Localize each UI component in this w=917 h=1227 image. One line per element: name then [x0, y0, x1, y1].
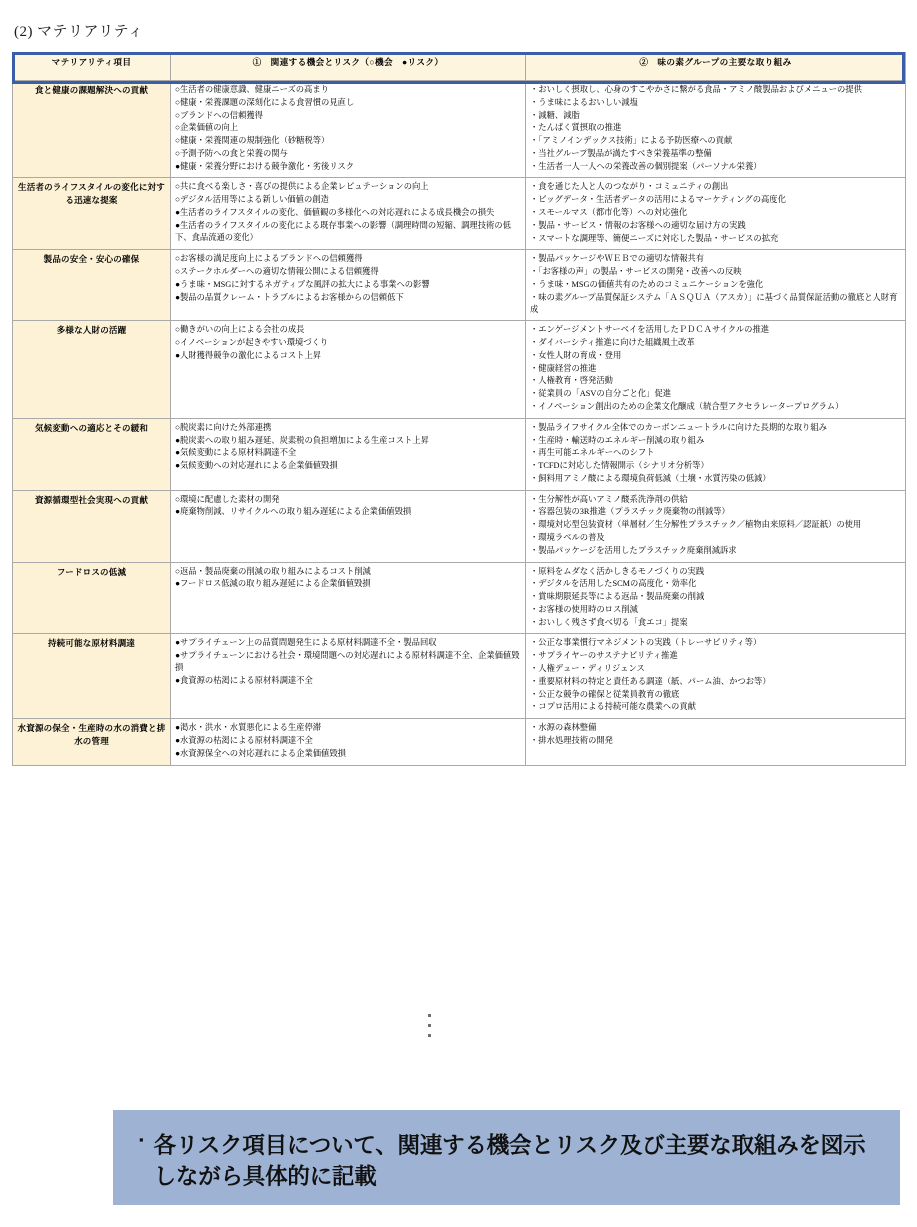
- initiatives-cell: [526, 321, 906, 418]
- materiality-table-container: [12, 52, 905, 766]
- materiality-table: [12, 52, 906, 766]
- initiative-line: ・水源の森林整備: [530, 723, 597, 733]
- risk-line: ●脱炭素への取り組み遅延、炭素税の負担増加による生産コスト上昇: [175, 435, 429, 445]
- column-header-group-initiatives: ② 味の素グループの主要な取り組み: [526, 53, 906, 81]
- page-title: [14, 20, 143, 41]
- risk-line: ●生活者のライフスタイルの変化、価値観の多様化への対応遅れによる成長機会の損失: [175, 208, 495, 218]
- initiative-line: ・重要原材料の特定と責任ある調達（紙、パーム油、かつお等）: [530, 676, 771, 686]
- risk-line: ○イノベーションが起きやすい環境づくり: [175, 338, 329, 348]
- initiative-line: ・環境対応型包装資材（単層材／生分解性プラスチック／植物由来原料／認証紙）の使用: [530, 520, 862, 530]
- risk-line: ●サプライチェーンにおける社会・環境問題への対応遅れによる原材料調達不全、企業価値毀損: [175, 651, 520, 673]
- risk-line: ○ステークホルダーへの適切な情報公開による信頼獲得: [175, 267, 379, 277]
- ellipsis-dot: [428, 1024, 431, 1027]
- risk-line: ●渇水・洪水・水質悪化による生産停滞: [175, 723, 322, 733]
- opportunities-risks-cell: [171, 81, 526, 178]
- column-header-opportunities-risks: ① 関連する機会とリスク（○機会 ●リスク）: [171, 53, 526, 81]
- materiality-item-cell: 水資源の保全・生産時の水の消費と排水の管理: [13, 719, 171, 765]
- initiative-line: ・「お客様の声」の製品・サービスの開発・改善への反映: [530, 267, 742, 277]
- risk-line: ●水資源の枯渇による原材料調達不全: [175, 735, 313, 745]
- initiatives-cell: [526, 178, 906, 250]
- initiatives-cell: [526, 490, 906, 562]
- table-row: [13, 250, 906, 321]
- table-row: [13, 321, 906, 418]
- initiatives-cell: [526, 418, 906, 490]
- initiative-line: ・生活者一人一人への栄養改善の個別提案（パーソナル栄養）: [530, 161, 762, 171]
- initiative-line: ・ビッグデータ・生活者データの活用によるマーケティングの高度化: [530, 195, 786, 205]
- risk-line: ●人財獲得競争の激化によるコスト上昇: [175, 350, 322, 360]
- risk-line: ○生活者の健康意識、健康ニーズの高まり: [175, 85, 329, 94]
- initiative-line: ・生産時・輸送時のエネルギー削減の取り組み: [530, 435, 705, 445]
- initiative-line: ・人権教育・啓発活動: [530, 376, 613, 386]
- initiative-line: ・おいしく残さず食べ切る「食エコ」提案: [530, 617, 688, 627]
- table-header: [13, 53, 906, 81]
- initiative-line: ・当社グループ製品が満たすべき栄養基準の整備: [530, 148, 712, 158]
- initiative-line: ・スモールマス（都市化等）への対応強化: [530, 208, 688, 218]
- risk-line: ○健康・栄養関連の規制強化（砂糖税等）: [175, 136, 330, 146]
- initiative-line: ・たんぱく質摂取の推進: [530, 123, 622, 133]
- risk-line: ●気候変動への対応遅れによる企業価値毀損: [175, 461, 338, 471]
- initiative-line: ・製品・サービス・情報のお客様への適切な届け方の実践: [530, 220, 746, 230]
- initiative-line: ・エンゲージメントサーベイを活用したＰＤＣＡサイクルの推進: [530, 325, 770, 335]
- risk-line: ●食資源の枯渇による原材料調達不全: [175, 675, 313, 685]
- risk-line: ○共に食べる楽しさ・喜びの提供による企業レピュテーションの向上: [175, 182, 429, 192]
- opportunities-risks-cell: [171, 634, 526, 719]
- risk-line: ○脱炭素に向けた外部連携: [175, 422, 272, 432]
- initiative-line: ・原料をムダなく活かしきるモノづくりの実践: [530, 566, 705, 576]
- continuation-ellipsis: [420, 1014, 438, 1044]
- initiatives-cell: [526, 81, 906, 178]
- initiatives-cell: [526, 634, 906, 719]
- section-title-text: マテリアリティ: [37, 24, 144, 40]
- risk-line: ●製品の品質クレーム・トラブルによるお客様からの信頼低下: [175, 292, 404, 302]
- materiality-item-cell: 生活者のライフスタイルの変化に対する迅速な提案: [13, 178, 171, 250]
- callout-box: [113, 1110, 900, 1205]
- initiative-line: ・サプライヤーのサステナビリティ推進: [530, 651, 678, 661]
- initiative-line: ・スマートな調理等、簡便ニーズに対応した製品・サービスの拡充: [530, 233, 779, 243]
- risk-line: ○お客様の満足度向上によるブランドへの信頼獲得: [175, 254, 363, 264]
- initiative-line: ・従業員の「ASVの自分ごと化」促進: [530, 389, 672, 399]
- opportunities-risks-cell: [171, 418, 526, 490]
- risk-line: ●生活者のライフスタイルの変化による既存事業への影響（調理時間の短縮、調理技術の低下、食品流通の変化）: [175, 220, 511, 242]
- materiality-item-cell: フードロスの低減: [13, 562, 171, 634]
- initiative-line: ・デジタルを活用したSCMの高度化・効率化: [530, 579, 697, 589]
- opportunities-risks-cell: [171, 250, 526, 321]
- risk-line: ○返品・製品廃棄の削減の取り組みによるコスト削減: [175, 566, 371, 576]
- column-header-materiality-item: マテリアリティ項目: [13, 53, 171, 81]
- initiative-line: ・減糖、減脂: [530, 110, 580, 120]
- callout-text: 各リスク項目について、関連する機会とリスク及び主要な取組みを図示しながら具体的に記載: [153, 1133, 866, 1190]
- initiative-line: ・女性人財の育成・登用: [530, 350, 622, 360]
- risk-line: ○ブランドへの信頼獲得: [175, 110, 263, 120]
- materiality-item-cell: 資源循環型社会実現への貢献: [13, 490, 171, 562]
- ellipsis-dot: [428, 1034, 431, 1037]
- initiative-line: ・製品ライフサイクル全体でのカーボンニュートラルに向けた長期的な取り組み: [530, 422, 827, 432]
- initiatives-cell: [526, 562, 906, 634]
- table-body: [13, 81, 906, 766]
- initiative-line: ・賞味期限延長等による返品・製品廃棄の削減: [530, 592, 705, 602]
- initiative-line: ・飼料用アミノ酸による環境負荷低減（土壌・水質汚染の低減）: [530, 473, 771, 483]
- initiative-line: ・イノベーション創出のための企業文化醸成（統合型アクセラレータープログラム）: [530, 401, 844, 411]
- table-header-row: [13, 53, 906, 81]
- materiality-item-cell: 気候変動への適応とその緩和: [13, 418, 171, 490]
- table-row: [13, 562, 906, 634]
- table-row: [13, 634, 906, 719]
- materiality-item-cell: 食と健康の課題解決への貢献: [13, 81, 171, 178]
- risk-line: ○健康・栄養課題の深刻化による食習慣の見直し: [175, 97, 355, 107]
- risk-line: ○デジタル活用等による新しい価値の創造: [175, 195, 329, 205]
- callout-row: [139, 1130, 882, 1192]
- initiative-line: ・公正な事業慣行マネジメントの実践（トレーサビリティ等）: [530, 638, 762, 648]
- materiality-item-cell: 持続可能な原材料調達: [13, 634, 171, 719]
- initiative-line: ・排水処理技術の開発: [530, 735, 613, 745]
- risk-line: ●廃棄物削減、リサイクルへの取り組み遅延による企業価値毀損: [175, 507, 412, 517]
- initiative-line: ・製品パッケージやＷＥＢでの適切な情報共有: [530, 254, 705, 264]
- risk-line: ○働きがいの向上による会社の成長: [175, 325, 305, 335]
- risk-line: ●うま味・MSGに対するネガティブな風評の拡大による事業への影響: [175, 279, 430, 289]
- table-row: [13, 178, 906, 250]
- risk-line: ○環境に配慮した素材の開発: [175, 494, 280, 504]
- opportunities-risks-cell: [171, 321, 526, 418]
- materiality-item-cell: 製品の安全・安心の確保: [13, 250, 171, 321]
- risk-line: ○予測予防への食と栄養の関与: [175, 148, 288, 158]
- section-number: (2): [14, 24, 33, 40]
- initiative-line: ・生分解性が高いアミノ酸系洗浄剤の供給: [530, 494, 688, 504]
- initiative-line: ・おいしく摂取し、心身のすこやかさに繋がる食品・アミノ酸製品およびメニューの提供: [530, 85, 862, 94]
- table-row: [13, 418, 906, 490]
- initiative-line: ・再生可能エネルギーへのシフト: [530, 448, 655, 458]
- initiative-line: ・コプロ活用による持続可能な農業への貢献: [530, 702, 696, 712]
- initiatives-cell: [526, 250, 906, 321]
- initiative-line: ・容器包装の3R推進（プラスチック廃棄物の削減等）: [530, 507, 730, 517]
- opportunities-risks-cell: [171, 719, 526, 765]
- risk-line: ●フードロス低減の取り組み遅延による企業価値毀損: [175, 579, 371, 589]
- table-row: [13, 81, 906, 178]
- opportunities-risks-cell: [171, 562, 526, 634]
- materiality-item-cell: 多様な人財の活躍: [13, 321, 171, 418]
- initiative-line: ・人権デュー・ディリジェンス: [530, 664, 645, 674]
- initiative-line: ・お客様の使用時のロス削減: [530, 604, 638, 614]
- opportunities-risks-cell: [171, 490, 526, 562]
- initiative-line: ・うま味・MSGの価値共有のためのコミュニケーションを強化: [530, 279, 764, 289]
- table-row: [13, 719, 906, 765]
- initiative-line: ・「アミノインデックス技術」による予防医療への貢献: [530, 136, 733, 146]
- risk-line: ●水資源保全への対応遅れによる企業価値毀損: [175, 748, 346, 758]
- risk-line: ●健康・栄養分野における競争激化・劣後リスク: [175, 161, 355, 171]
- initiative-line: ・環境ラベルの普及: [530, 533, 605, 542]
- initiative-line: ・公正な競争の確保と従業員教育の徹底: [530, 689, 680, 699]
- risk-line: ●サプライチェーン上の品質問題発生による原材料調達不全・製品回収: [175, 638, 437, 648]
- table-row: [13, 490, 906, 562]
- initiative-line: ・食を通じた人と人のつながり・コミュニティの創出: [530, 182, 729, 192]
- risk-line: ●気候変動による原材料調達不全: [175, 448, 297, 458]
- opportunities-risks-cell: [171, 178, 526, 250]
- initiative-line: ・うま味によるおいしい減塩: [530, 97, 638, 107]
- risk-line: ○企業価値の向上: [175, 123, 239, 133]
- initiative-line: ・TCFDに対応した情報開示（シナリオ分析等）: [530, 461, 709, 471]
- initiative-line: ・ダイバーシティ推進に向けた組織風土改革: [530, 338, 695, 348]
- initiatives-cell: [526, 719, 906, 765]
- initiative-line: ・味の素グループ品質保証システム「ＡＳＱＵＡ（アスカ）」に基づく品質保証活動の徹底と人財育成: [530, 292, 898, 314]
- initiative-line: ・製品パッケージを活用したプラスチック廃棄削減訴求: [530, 545, 737, 555]
- ellipsis-dot: [428, 1014, 431, 1017]
- initiative-line: ・健康経営の推進: [530, 363, 597, 373]
- square-bullet-icon: ▪: [139, 1132, 144, 1147]
